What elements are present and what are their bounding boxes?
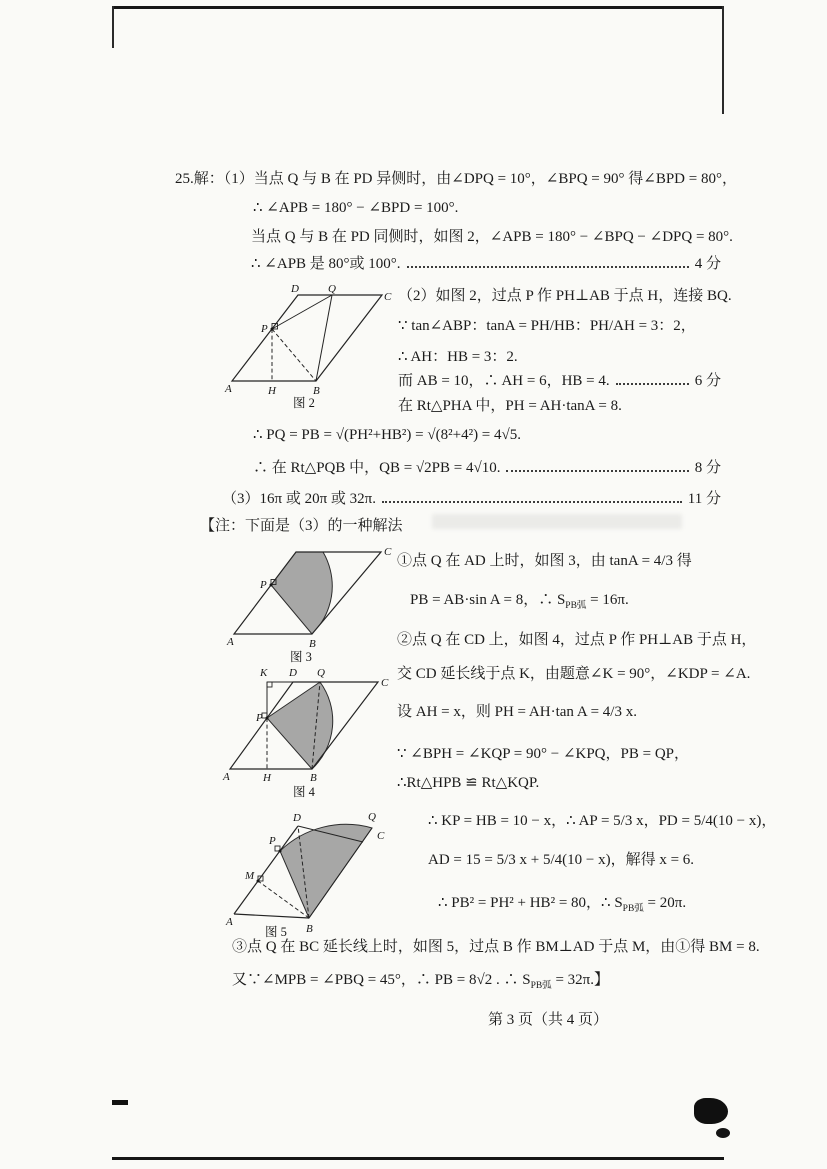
part3-answer-text: （3）16π 或 20π 或 32π. (222, 491, 376, 507)
dot-leader (382, 499, 682, 503)
case2-line2: 交 CD 延长线于点 K，由题意∠K = 90°，∠KDP = ∠A. (397, 666, 751, 682)
fig4-label-P: P (256, 712, 263, 724)
fig5-caption: 图 5 (265, 925, 287, 938)
part1-line3: 当点 Q 与 B 在 PD 同侧时，如图 2，∠APB = 180° − ∠BPQ − ∠DPQ = 80°. (251, 229, 733, 245)
case3-area-post: = 32π.】 (551, 972, 609, 988)
case3-line1: ③点 Q 在 BC 延长线上时，如图 5，过点 B 作 BM⊥AD 于点 M，由①得 BM = 8. (232, 939, 760, 955)
fig2-label-H: H (268, 385, 276, 397)
fig3-label-A: A (227, 636, 234, 648)
case1-area-sub: PB弧 (565, 601, 587, 611)
figure-3-svg (226, 542, 396, 664)
fig2-point-P-dot (271, 328, 274, 331)
scan-edge-bottom (112, 1157, 724, 1160)
case2-line1: ②点 Q 在 CD 上，如图 4，过点 P 作 PH⊥AB 于点 H， (397, 632, 757, 648)
score-6: 6 分 (694, 373, 721, 389)
fig2-label-D: D (291, 283, 299, 295)
scan-mark-bottom-left (112, 1100, 128, 1105)
fig3-label-C: C (384, 546, 392, 558)
fig5-point-P-dot (279, 850, 282, 853)
case2-line7: AD = 15 = 5/3 x + 5/4(10 − x)，解得 x = 6. (428, 852, 695, 868)
case1-line1: ①点 Q 在 AD 上时，如图 3，由 tanA = 4/3 得 (397, 553, 692, 569)
figure-3 (226, 542, 396, 669)
figure-2-svg (224, 281, 394, 409)
case2-area-pre: ∴ PB² = PH² + HB² = 80，∴ S (438, 895, 623, 911)
part2-line3: ∴ AH：HB = 3：2. (398, 349, 518, 365)
fig3-point-P-dot (270, 584, 273, 587)
case1-area-post: = 16π. (586, 592, 629, 608)
dot-leader (616, 381, 689, 385)
fig3-caption: 图 3 (290, 650, 312, 664)
fig5-point-M-dot (257, 880, 260, 883)
score-8: 8 分 (694, 460, 721, 476)
scan-blob-bottom-right-2 (716, 1128, 730, 1138)
score-11: 11 分 (687, 491, 721, 507)
case1-area-pre: PB = AB·sin A = 8，∴ S (410, 592, 566, 608)
part2-line5: 在 Rt△PHA 中，PH = AH·tanA = 8. (398, 398, 622, 414)
case3-line2 (232, 971, 609, 993)
scan-smudge (432, 514, 682, 529)
part2-line6: ∴ PQ = PB = √(PH²+HB²) = √(8²+4²) = 4√5. (253, 427, 522, 443)
fig5-shaded-sector (280, 824, 372, 918)
figure-5-svg (224, 806, 416, 938)
fig5-label-C: C (377, 830, 385, 842)
case2-line3: 设 AH = x，则 PH = AH·tan A = 4/3 x. (397, 704, 637, 720)
fig5-label-P: P (269, 835, 276, 847)
figure-5 (224, 806, 416, 943)
part1-line4 (251, 255, 721, 274)
fig5-label-B: B (306, 923, 313, 935)
fig4-label-H: H (263, 772, 271, 784)
part1-conclusion-text: ∴ ∠APB 是 80°或 100°. (251, 256, 401, 272)
fig2-label-C: C (384, 291, 392, 303)
figure-2 (224, 281, 394, 414)
case2-line8 (438, 894, 686, 916)
part2-line2: ∵ tan∠ABP：tanA = PH/HB：PH/AH = 3：2， (398, 318, 696, 334)
page-number: 第 3 页（共 4 页） (488, 1012, 609, 1028)
case3-area-sub: PB弧 (530, 981, 552, 991)
fig2-label-A: A (225, 383, 232, 395)
fig4-right-angle-mark-K (267, 682, 272, 687)
scan-edge-right (722, 6, 724, 114)
fig5-label-A: A (226, 916, 233, 928)
fig2-segment-PQ (272, 295, 332, 329)
part2-line7 (253, 459, 721, 478)
fig4-label-C: C (381, 677, 389, 689)
fig2-label-Q: Q (328, 283, 336, 295)
fig4-label-Q: Q (317, 667, 325, 679)
case1-line2 (410, 591, 629, 613)
fig4-caption: 图 4 (293, 785, 315, 799)
scan-blob-bottom-right (694, 1098, 728, 1124)
fig2-segment-PB-dashed (272, 329, 316, 381)
fig4-label-D: D (289, 667, 297, 679)
dot-leader (407, 264, 689, 268)
part3-line (222, 490, 721, 509)
figure-4-svg (220, 664, 395, 799)
fig4-point-P-dot (266, 717, 269, 720)
case2-area-post: = 20π. (643, 895, 687, 911)
scan-edge-top (112, 6, 724, 9)
fig4-label-B: B (310, 772, 317, 784)
fig4-label-A: A (223, 771, 230, 783)
fig2-caption: 图 2 (293, 396, 315, 409)
score-4: 4 分 (694, 256, 721, 272)
part2-line4 (398, 372, 721, 391)
fig4-shaded-sector (267, 682, 333, 769)
case2-line6: ∴ KP = HB = 10 − x，∴ AP = 5/3 x，PD = 5/4(10 − x)， (428, 813, 777, 829)
fig5-label-Q: Q (368, 811, 376, 823)
part1-line1: 25.解：（1）当点 Q 与 B 在 PD 异侧时，由∠DPQ = 10°，∠BPQ = 90° 得∠BPD = 80°， (175, 171, 737, 187)
case2-line5: ∴Rt△HPB ≌ Rt△KQP. (397, 775, 540, 791)
fig3-label-P: P (260, 579, 267, 591)
note-line: 【注：下面是（3）的一种解法 (200, 518, 403, 534)
fig5-label-M: M (245, 870, 255, 882)
fig2-label-P: P (261, 323, 268, 335)
case3-area-pre: 又∵∠MPB = ∠PBQ = 45°，∴ PB = 8√2 . ∴ S (232, 972, 531, 988)
fig5-label-D: D (293, 812, 301, 824)
fig2-parallelogram (232, 295, 382, 381)
part2-line1: （2）如图 2，过点 P 作 PH⊥AB 于点 H，连接 BQ. (398, 288, 732, 304)
part2-qb-text: ∴ 在 Rt△PQB 中，QB = √2PB = 4√10. (253, 460, 501, 476)
fig2-label-B: B (313, 385, 320, 397)
figure-4 (220, 664, 395, 804)
part2-ab-values-text: 而 AB = 10，∴ AH = 6，HB = 4. (398, 373, 610, 389)
case2-line4: ∵ ∠BPH = ∠KQP = 90° − ∠KPQ，PB = QP， (397, 746, 689, 762)
fig3-label-B: B (309, 638, 316, 650)
scan-edge-left-stub (112, 6, 114, 48)
fig2-segment-QB (316, 295, 332, 381)
fig5-segment-AB (234, 914, 309, 918)
part1-line2: ∴ ∠APB = 180° − ∠BPD = 100°. (253, 200, 459, 216)
dot-leader (506, 468, 688, 472)
case2-area-sub: PB弧 (622, 904, 644, 914)
fig4-label-K: K (260, 667, 268, 679)
